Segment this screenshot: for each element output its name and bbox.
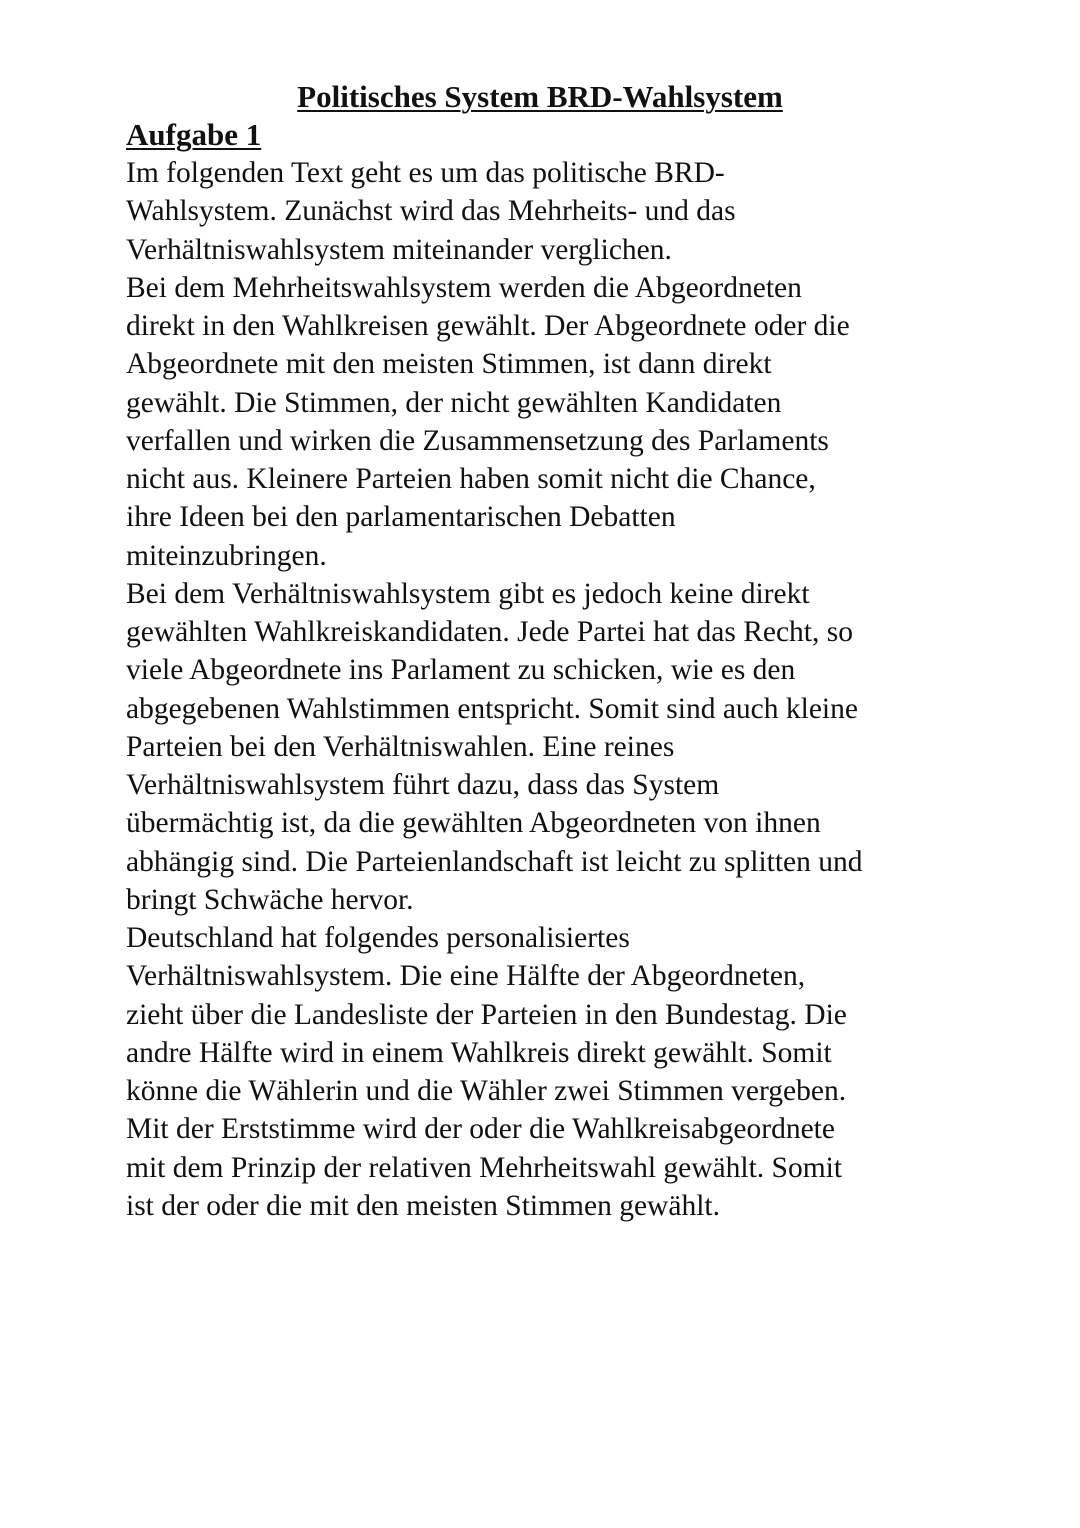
text-line: mit dem Prinzip der relativen Mehrheitswahl gewählt. Somit bbox=[126, 1151, 843, 1184]
text-line: ist der oder die mit den meisten Stimmen gewählt. bbox=[126, 1189, 720, 1222]
text-line: bringt Schwäche hervor. bbox=[126, 883, 414, 916]
text-line: Parteien bei den Verhältniswahlen. Eine reines bbox=[126, 730, 675, 763]
text-line: Verhältniswahlsystem miteinander verglichen. bbox=[126, 233, 672, 266]
text-line: andre Hälfte wird in einem Wahlkreis direkt gewählt. Somit bbox=[126, 1036, 832, 1069]
text-line: ihre Ideen bei den parlamentarischen Debatten bbox=[126, 501, 676, 534]
text-line: Verhältniswahlsystem. Die eine Hälfte der Abgeordneten, bbox=[126, 960, 806, 993]
text-line: zieht über die Landesliste der Parteien in den Bundestag. Die bbox=[126, 998, 847, 1031]
text-line: Verhältniswahlsystem führt dazu, dass das System bbox=[126, 769, 720, 801]
text-line: Abgeordnete mit den meisten Stimmen, ist dann direkt bbox=[126, 348, 772, 381]
text-line: Im folgenden Text geht es um das politische BRD- bbox=[126, 157, 725, 189]
text-line: übermächtig ist, da die gewählten Abgeordneten von ihnen bbox=[126, 807, 821, 840]
text-line: direkt in den Wahlkreisen gewählt. Der Abgeordnete oder die bbox=[126, 310, 850, 342]
text-line: miteinzubringen. bbox=[126, 539, 327, 572]
text-line: Bei dem Mehrheitswahlsystem werden die Abgeordneten bbox=[126, 271, 802, 304]
text-line: gewählten Wahlkreiskandidaten. Jede Partei hat das Recht, so bbox=[126, 616, 853, 648]
document-title: Politisches System BRD-Wahlsystem bbox=[297, 79, 783, 114]
text-line: Bei dem Verhältniswahlsystem gibt es jedoch keine direkt bbox=[126, 577, 810, 610]
text-line: abhängig sind. Die Parteienlandschaft ist leicht zu splitten und bbox=[126, 845, 863, 878]
text-line: nicht aus. Kleinere Parteien haben somit nicht die Chance, bbox=[126, 463, 816, 495]
text-line: viele Abgeordnete ins Parlament zu schicken, wie es den bbox=[126, 654, 796, 687]
document-body bbox=[126, 116, 976, 1225]
task-heading: Aufgabe 1 bbox=[126, 117, 262, 152]
text-line: Wahlsystem. Zunächst wird das Mehrheits- und das bbox=[126, 195, 736, 228]
text-line: Mit der Erststimme wird der oder die Wahlkreisabgeordnete bbox=[126, 1113, 835, 1146]
text-line: Deutschland hat folgendes personalisiertes bbox=[126, 922, 630, 954]
text-line: abgegebenen Wahlstimmen entspricht. Somit sind auch kleine bbox=[126, 692, 858, 725]
text-line: könne die Wählerin und die Wähler zwei Stimmen vergeben. bbox=[126, 1075, 847, 1107]
body-text bbox=[126, 154, 976, 1225]
text-line: gewählt. Die Stimmen, der nicht gewählten Kandidaten bbox=[126, 386, 782, 419]
text-line: verfallen und wirken die Zusammensetzung des Parlaments bbox=[126, 424, 829, 457]
